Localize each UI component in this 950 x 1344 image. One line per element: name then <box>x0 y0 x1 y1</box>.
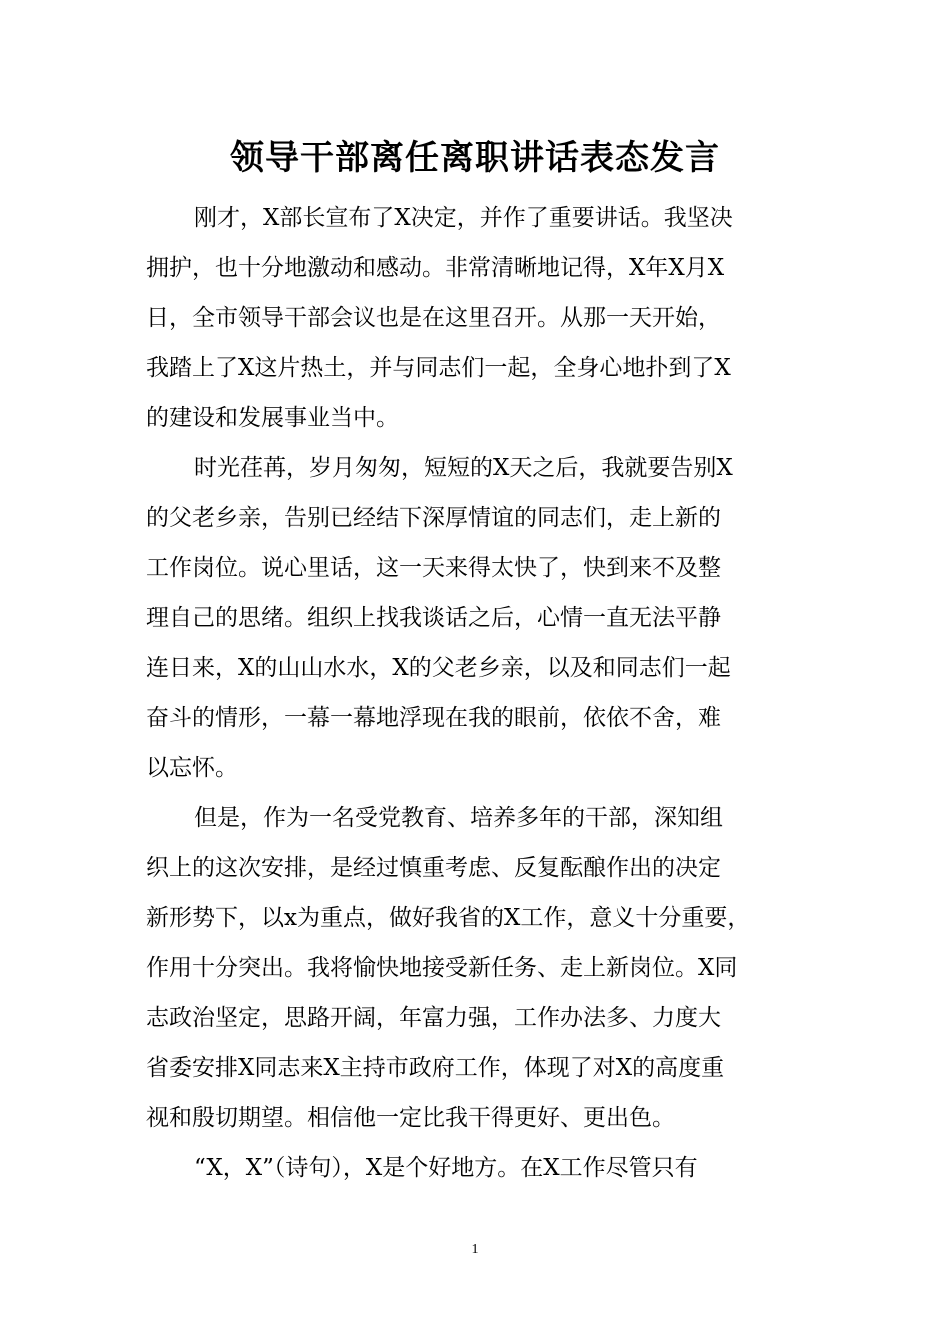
paragraph-2-line-7: 以忘怀。 <box>146 755 238 781</box>
page-number: 1 <box>471 1242 479 1257</box>
paragraph-1-line-1: 刚才，X部长宣布了X决定，并作了重要讲话。我坚决 <box>194 205 733 231</box>
paragraph-2-line-6: 奋斗的情形，一幕一幕地浮现在我的眼前，依依不舍，难 <box>146 705 721 731</box>
paragraph-3-line-1: 但是，作为一名受党教育、培养多年的干部，深知组 <box>194 805 723 831</box>
paragraph-2-line-5: 连日来，X的山山水水，X的父老乡亲，以及和同志们一起 <box>146 655 731 681</box>
paragraph-1-line-2: 拥护，也十分地激动和感动。非常清晰地记得，X年X月X <box>146 255 725 281</box>
paragraph-2-line-3: 工作岗位。说心里话，这一天来得太快了，快到来不及整 <box>146 555 721 581</box>
paragraph-3-line-6: 省委安排X同志来X主持市政府工作，体现了对X的高度重 <box>146 1055 725 1081</box>
paragraph-1-line-3: 日，全市领导干部会议也是在这里召开。从那一天开始， <box>146 305 721 331</box>
paragraph-3-line-4: 作用十分突出。我将愉快地接受新任务、走上新岗位。X同 <box>146 955 738 981</box>
paragraph-3-line-7: 视和殷切期望。相信他一定比我干得更好、更出色。 <box>146 1105 675 1131</box>
paragraph-1-line-4: 我踏上了X这片热土，并与同志们一起，全身心地扑到了X <box>146 355 731 381</box>
paragraph-2-line-2: 的父老乡亲，告别已经结下深厚情谊的同志们，走上新的 <box>146 505 721 531</box>
paragraph-4-line-1: “X，X”（诗句），X是个好地方。在X工作尽管只有 <box>194 1155 698 1181</box>
paragraph-3-line-3: 新形势下，以x为重点，做好我省的X工作，意义十分重要， <box>146 905 751 931</box>
document-title: 领导干部离任离职讲话表态发言 <box>230 138 720 178</box>
paragraph-2-line-1: 时光荏苒，岁月匆匆，短短的X天之后，我就要告别X <box>194 455 733 481</box>
paragraph-3-line-5: 志政治坚定，思路开阔，年富力强，工作办法多、力度大 <box>146 1005 721 1031</box>
paragraph-2-line-4: 理自己的思绪。组织上找我谈话之后，心情一直无法平静 <box>146 605 721 631</box>
paragraph-1-line-5: 的建设和发展事业当中。 <box>146 405 399 431</box>
paragraph-3-line-2: 织上的这次安排，是经过慎重考虑、反复酝酿作出的决定 <box>146 855 721 881</box>
